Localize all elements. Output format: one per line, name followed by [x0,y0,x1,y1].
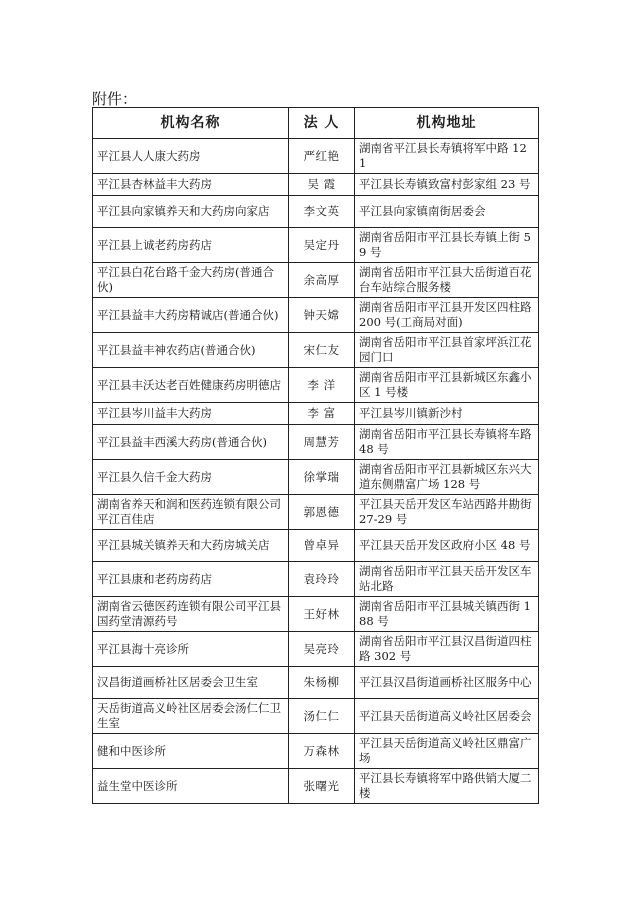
attachment-label: 附件： [92,90,138,108]
legal-person-cell: 吴 霞 [289,174,355,196]
table-row [93,769,539,804]
header-legal-person: 法 人 [289,108,355,139]
institution-name-cell: 平江县丰沃达老百姓健康药房明德店 [93,368,289,403]
table-row [93,597,539,632]
table-row [93,632,539,667]
institution-address-cell: 平江县岑川镇新沙村 [355,403,539,425]
legal-person-cell: 李 洋 [289,368,355,403]
legal-person-cell: 汤仁仁 [289,699,355,734]
table-row [93,667,539,699]
legal-person-cell: 余高厚 [289,263,355,298]
institution-address-cell: 平江县长寿镇将军中路供销大厦二楼 [355,769,539,804]
institution-address-cell: 湖南省岳阳市平江县长寿镇上街 59 号 [355,228,539,263]
institution-address-cell: 湖南省岳阳市平江县长寿镇将车路 48 号 [355,425,539,460]
table-row [93,174,539,196]
institution-address-cell: 平江县向家镇南街居委会 [355,196,539,228]
institution-name-cell: 湖南省养天和润和医药连锁有限公司平江百佳店 [93,495,289,530]
legal-person-cell: 李文英 [289,196,355,228]
institution-name-cell: 湖南省云德医药连锁有限公司平江县国药堂清源药号 [93,597,289,632]
legal-person-cell: 曾卓异 [289,530,355,562]
legal-person-cell: 万森林 [289,734,355,769]
table-row [93,403,539,425]
legal-person-cell: 徐掌瑞 [289,460,355,495]
institution-name-cell: 平江县上诚老药房药店 [93,228,289,263]
institution-name-cell: 平江县久信千金大药房 [93,460,289,495]
institution-address-cell: 平江县天岳街道高义岭社区居委会 [355,699,539,734]
institution-name-cell: 平江县向家镇养天和大药房向家店 [93,196,289,228]
institution-name-cell: 平江县益丰大药房精诚店(普通合伙) [93,298,289,333]
header-institution-address: 机构地址 [355,108,539,139]
institution-name-cell: 平江县益丰神农药店(普通合伙) [93,333,289,368]
institution-address-cell: 平江县天岳开发区车站西路井勘街 27-29 号 [355,495,539,530]
legal-person-cell: 钟天嫦 [289,298,355,333]
institution-name-cell: 平江县岑川益丰大药房 [93,403,289,425]
table-row [93,425,539,460]
table-row [93,530,539,562]
institution-name-cell: 平江县城关镇养天和大药房城关店 [93,530,289,562]
table-row [93,734,539,769]
header-institution-name: 机构名称 [93,108,289,139]
institution-address-cell: 平江县长寿镇致富村彭家组 23 号 [355,174,539,196]
institution-address-cell: 湖南省平江县长寿镇将军中路 121 [355,139,539,174]
institution-address-cell: 湖南省岳阳市平江县天岳开发区车站北路 [355,562,539,597]
institution-name-cell: 平江县白花台路千金大药房(普通合伙) [93,263,289,298]
institution-name-cell: 平江县益丰西溪大药房(普通合伙) [93,425,289,460]
institution-address-cell: 平江县汉昌街道画桥社区服务中心 [355,667,539,699]
institution-address-cell: 湖南省岳阳市平江县新城区东兴大道东侧鼎富广场 128 号 [355,460,539,495]
legal-person-cell: 严红艳 [289,139,355,174]
institution-address-cell: 湖南省岳阳市平江县城关镇西街 188 号 [355,597,539,632]
table-row [93,562,539,597]
institution-name-cell: 健和中医诊所 [93,734,289,769]
institution-name-cell: 天岳街道高义岭社区居委会汤仁仁卫生室 [93,699,289,734]
institution-name-cell: 平江县海十亮诊所 [93,632,289,667]
table-row [93,460,539,495]
legal-person-cell: 周慧芳 [289,425,355,460]
table-header-row [93,108,539,139]
table-row [93,196,539,228]
institution-address-cell: 湖南省岳阳市平江县大岳街道百花台车站综合服务楼 [355,263,539,298]
legal-person-cell: 吴亮玲 [289,632,355,667]
table-row [93,139,539,174]
legal-person-cell: 宋仁友 [289,333,355,368]
institution-name-cell: 汉昌街道画桥社区居委会卫生室 [93,667,289,699]
institution-address-cell: 湖南省岳阳市平江县新城区东鑫小区 1 号楼 [355,368,539,403]
institution-address-cell: 平江县天岳开发区政府小区 48 号 [355,530,539,562]
legal-person-cell: 张曙光 [289,769,355,804]
table-body [93,139,539,804]
table-row [93,228,539,263]
table-row [93,263,539,298]
institution-address-cell: 湖南省岳阳市平江县首家坪浜江花园门口 [355,333,539,368]
institution-address-cell: 湖南省岳阳市平江县汉昌街道四柱路 302 号 [355,632,539,667]
institution-name-cell: 益生堂中医诊所 [93,769,289,804]
institution-name-cell: 平江县杏林益丰大药房 [93,174,289,196]
institution-address-cell: 平江县天岳街道高义岭社区鼎富广场 [355,734,539,769]
legal-person-cell: 吴定丹 [289,228,355,263]
legal-person-cell: 袁玲玲 [289,562,355,597]
table-row [93,699,539,734]
table-row [93,368,539,403]
legal-person-cell: 李 富 [289,403,355,425]
legal-person-cell: 郭恩德 [289,495,355,530]
legal-person-cell: 王好林 [289,597,355,632]
legal-person-cell: 朱杨柳 [289,667,355,699]
institution-name-cell: 平江县人人康大药房 [93,139,289,174]
institution-address-cell: 湖南省岳阳市平江县开发区四柱路 200 号(工商局对面) [355,298,539,333]
institution-table [92,107,539,804]
table-row [93,298,539,333]
table-row [93,333,539,368]
table-row [93,495,539,530]
institution-name-cell: 平江县康和老药房药店 [93,562,289,597]
